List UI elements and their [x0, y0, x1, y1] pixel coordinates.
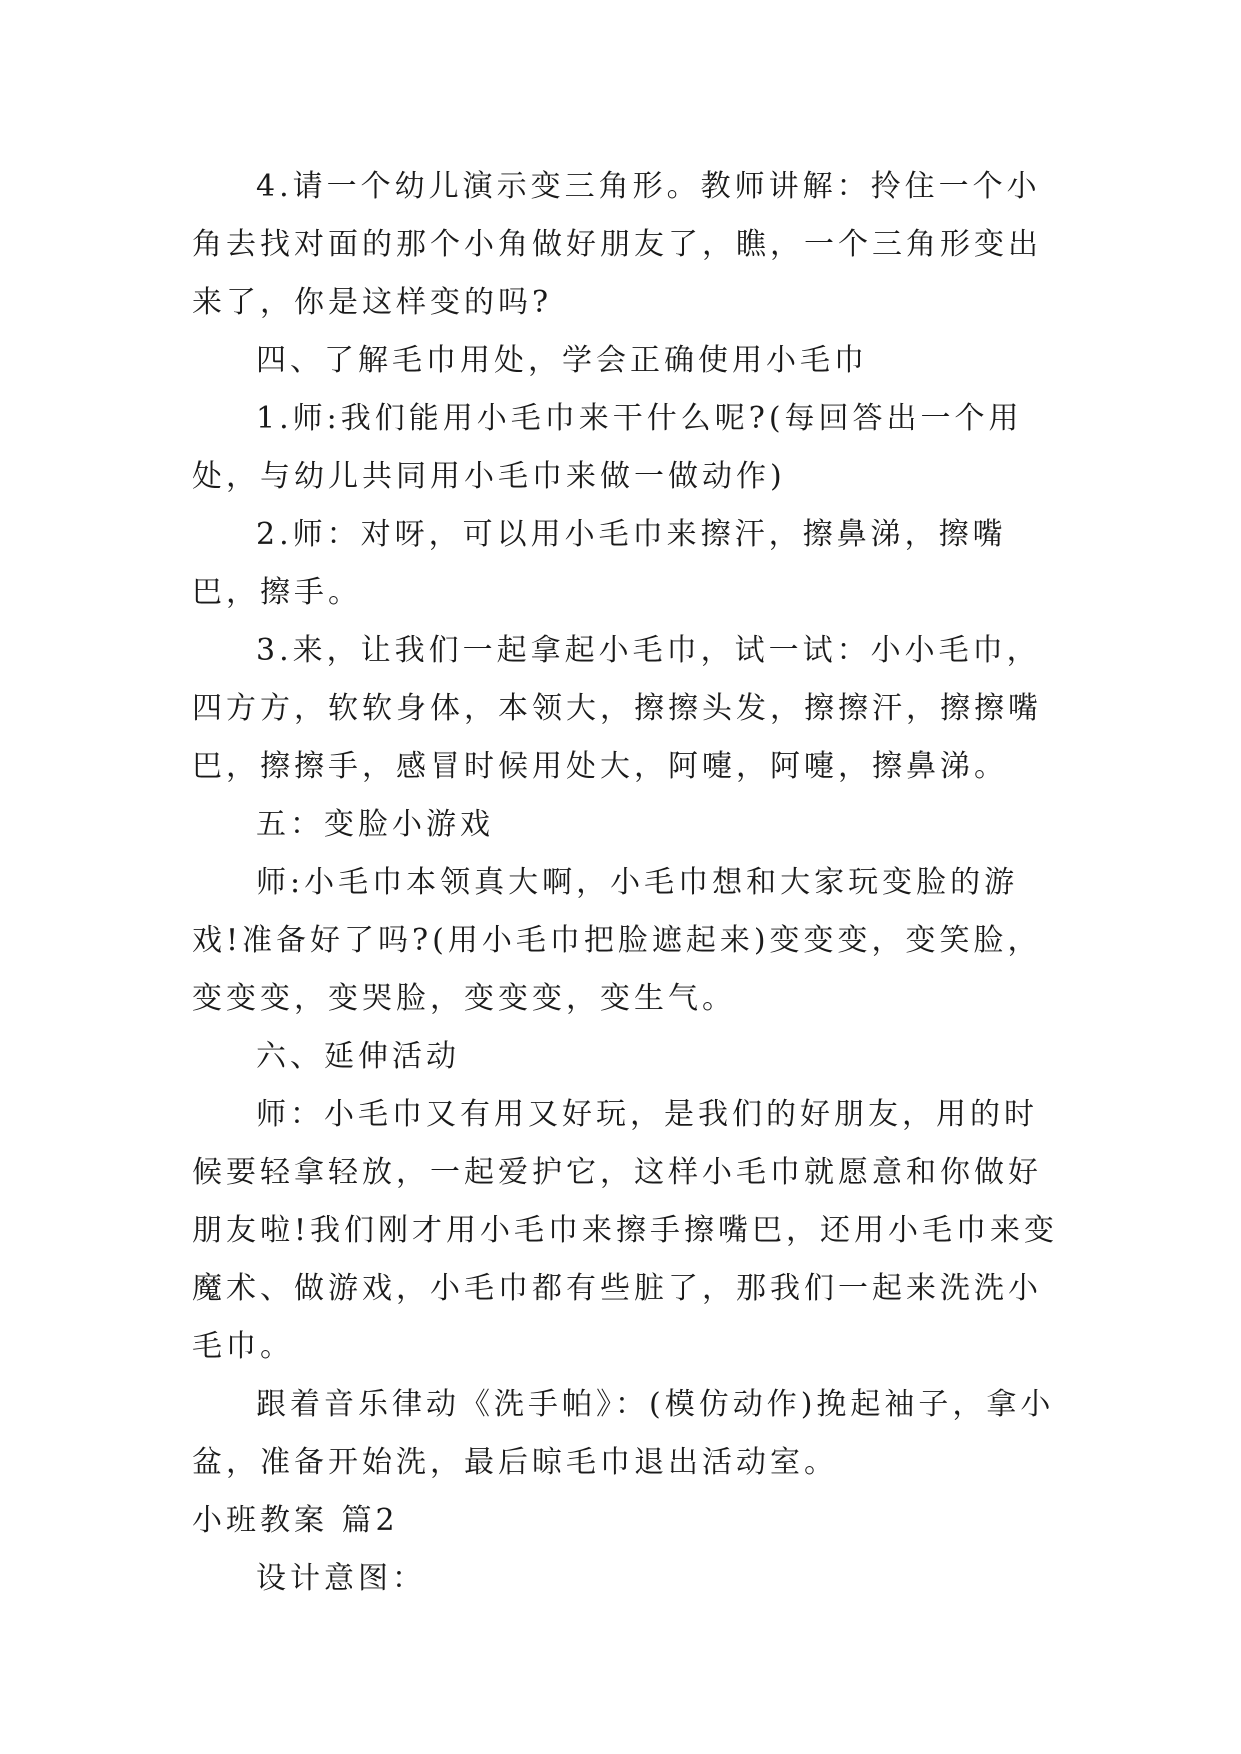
- paragraph-design-intent: 设计意图：: [256, 1561, 426, 1596]
- paragraph-face-game: 师:小毛巾本领真大啊，小毛巾想和大家玩变脸的游戏!准备好了吗?(用小毛巾把脸遮起来)变变变，变笑脸，变变变，变哭脸，变变变，变生气。: [192, 865, 1042, 1016]
- paragraph-extension: 师：小毛巾又有用又好玩，是我们的好朋友，用的时候要轻拿轻放，一起爱护它，这样小毛巾就愿意和你做好朋友啦!我们刚才用小毛巾来擦手擦嘴巴，还用小毛巾来变魔术、做游戏，小毛巾都有些脏了，那我们一起来洗洗小毛巾。: [192, 1097, 1059, 1364]
- paragraph-section-six-title: 六、延伸活动: [256, 1039, 460, 1074]
- paragraph-section-four-title: 四、了解毛巾用处，学会正确使用小毛巾: [256, 343, 868, 378]
- paragraph-section-five-title: 五：变脸小游戏: [256, 807, 494, 842]
- section-heading: 小班教案 篇2: [192, 1503, 399, 1538]
- paragraph-music: 跟着音乐律动《洗手帕》：(模仿动作)挽起袖子，拿小盆，准备开始洗，最后晾毛巾退出活动室。: [192, 1387, 1055, 1480]
- paragraph-step-1: 1.师:我们能用小毛巾来干什么呢?(每回答出一个用处，与幼儿共同用小毛巾来做一做动作): [192, 401, 1023, 494]
- paragraph-step-3: 3.来，让我们一起拿起小毛巾，试一试：小小毛巾，四方方，软软身体，本领大，擦擦头发，擦擦汗，擦擦嘴巴，擦擦手，感冒时候用处大，阿嚏，阿嚏，擦鼻涕。: [192, 633, 1042, 784]
- document-body: [192, 158, 1062, 1608]
- paragraph-step-2: 2.师：对呀，可以用小毛巾来擦汗，擦鼻涕，擦嘴巴，擦手。: [192, 517, 1007, 610]
- paragraph-step-4: 4.请一个幼儿演示变三角形。教师讲解：拎住一个小角去找对面的那个小角做好朋友了，瞧，一个三角形变出来了，你是这样变的吗?: [192, 169, 1042, 320]
